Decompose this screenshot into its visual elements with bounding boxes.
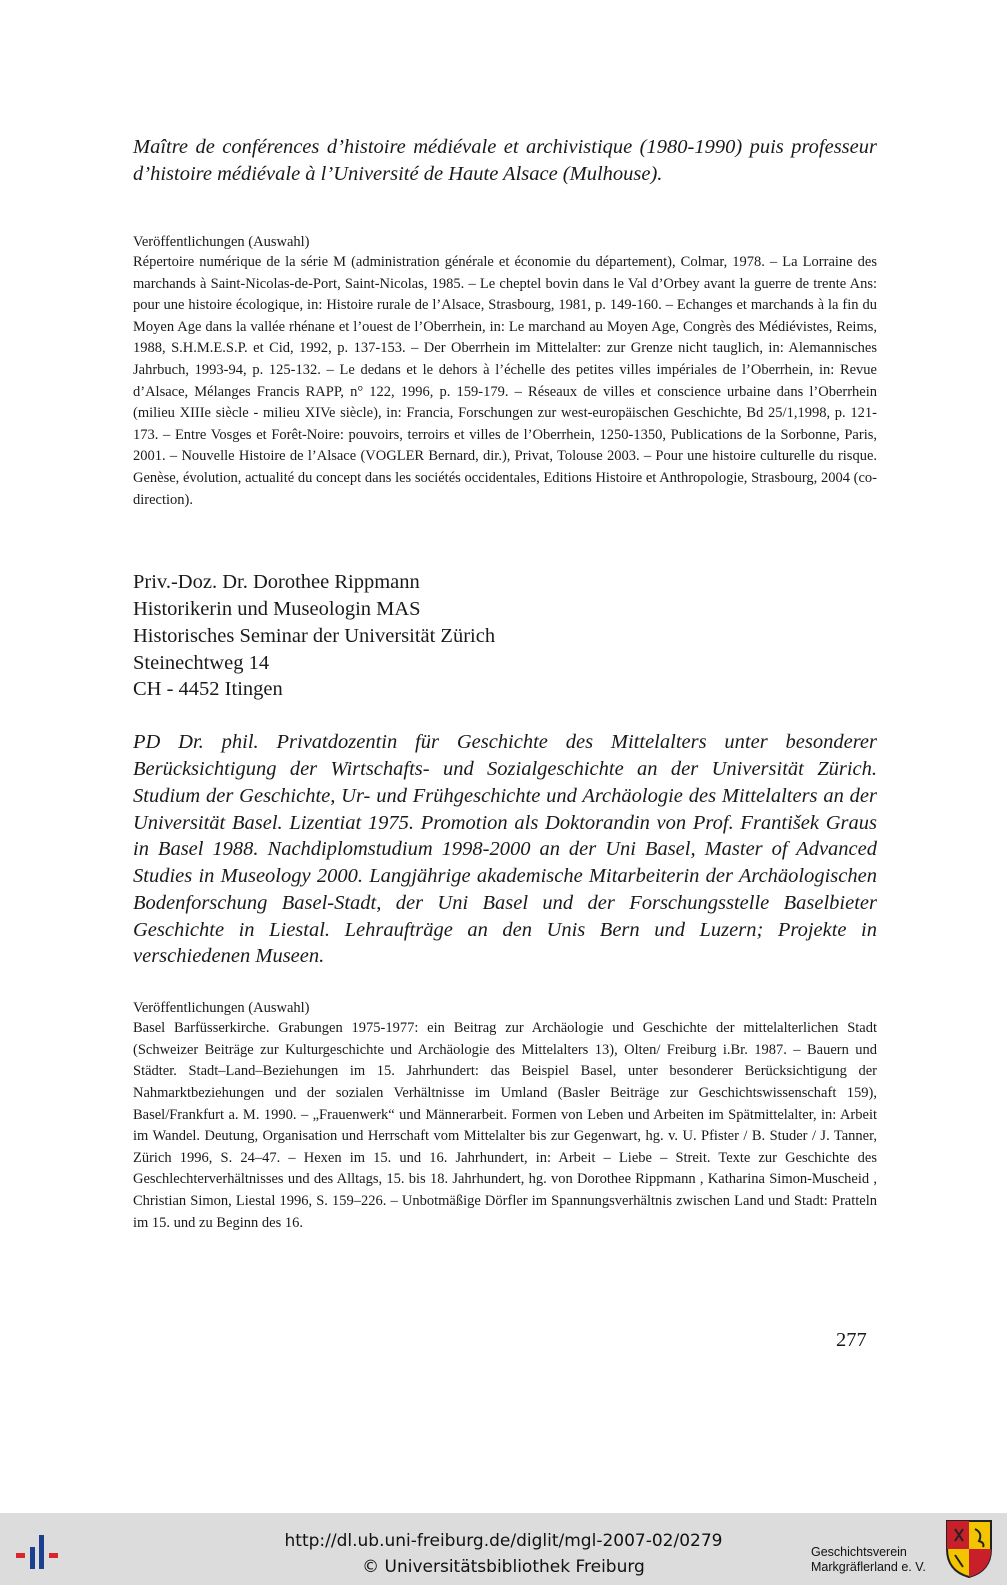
author-title: Historikerin und Museologin MAS [133, 597, 421, 620]
author-institution: Historisches Seminar der Universität Zürich [133, 624, 496, 647]
society-name-line1: Geschichtsverein [811, 1545, 907, 1559]
footer-bar [0, 1513, 1007, 1585]
author-city: CH - 4452 Itingen [133, 678, 283, 701]
society-name [811, 1545, 926, 1575]
publications-list-2: Basel Barfüsserkirche. Grabungen 1975-1977: ein Beitrag zur Archäologie und Geschichte der mittelalterlichen Stadt (Schweizer Beiträge zur Kulturgeschichte und Archäologie des Mittelalters 13), Olten/ Freiburg i.Br. 1987. – Bauern und Städter. Stadt–Land–Beziehungen im 15. Jahrhundert: das Beispiel Basel, unter besonderer Berücksichtigung der Nahmarktbeziehungen und der sozialen Verhältnisse im Umland (Basler Beiträge zur Geschichtswissenschaft 159), Basel/Frankfurt a. M. 1990. – „Frauenwerk“ und Männerarbeit. Formen von Leben und Arbeiten im Spätmittelalter, in: Arbeit im Wandel. Deutung, Organisation und Herrschaft vom Mittelalter bis zur Gegenwart, hg. v. U. Pfister / B. Studer / J. Tanner, Zürich 1996, S. 24–47. – Hexen im 15. und 16. Jahrhundert, in: Arbeit – Liebe – Streit. Texte zur Geschichte des Geschlechterverhältnisses und des Alltags, 15. bis 18. Jahrhundert, hg. von Dorothee Rippmann , Katharina Simon-Muscheid , Christian Simon, Liestal 1996, S. 159–226. – Unbotmäßige Dörfler im Spannungsverhältnis zwischen Land und Stadt: Pratteln im 15. und zu Beginn des 16. [133, 1020, 877, 1231]
bio-paragraph: PD Dr. phil. Privatdozentin für Geschichte des Mittelalters unter besonderer Berücksichtigung der Wirtschafts- und Sozialgeschichte an der Universität Zürich. Studium der Geschichte, Ur- und Frühgeschichte und Archäologie des Mittelalters an der Universität Basel. Lizentiat 1975. Promotion als Doktorandin von Prof. František Graus in Basel 1988. Nachdiplomstudium 1998-2000 an der Uni Basel, Master of Advanced Studies in Museology 2000. Langjährige akademische Mitarbeiterin der Archäologischen Bodenforschung Basel-Stadt, der Uni Basel und der Forschungsstelle Baselbieter Geschichte in Liestal. Lehraufträge an den Unis Bern und Luzern; Projekte in verschiedenen Museen. [133, 731, 877, 968]
footer-copyright: © Universitätsbibliothek Freiburg [362, 1557, 645, 1577]
address-block [133, 569, 877, 703]
publications-list-1: Répertoire numérique de la série M (administration générale et économie du département), Colmar, 1978. – La Lorraine des marchands à Saint-Nicolas-de-Port, Saint-Nicolas, 1985. – Le cheptel bovin dans le Val d’Orbey avant la guerre de trente Ans: pour une histoire écologique, in: Histoire rurale de l’Alsace, Strasbourg, 1981, p. 149-160. – Echanges et marchands à la fin du Moyen Age dans la vallée rhénane et l’ouest de l’Oberrhein, in: Le marchand au Moyen Age, Congrès des Médiévistes, Reims, 1988, S.H.M.E.S.P. et Cid, 1992, p. 137-153. – Der Oberrhein im Mittelalter: zur Grenze nicht tauglich, in: Alemannisches Jahrbuch, 1993-94, p. 125-132. – Le dedans et le dehors à l’échelle des petites villes impériales de l’Oberrhein, in: Revue d’Alsace, Mélanges Francis RAPP, n° 122, 1996, p. 159-179. – Réseaux de villes et conscience urbaine dans l’Oberrhein (milieu XIIIe siècle - milieu XIVe siècle), in: Francia, Forschungen zur west-europäischen Geschichte, Bd 25/1,1998, p. 121-173. – Entre Vosges et Forêt-Noire: pouvoirs, terroirs et villes de l’Oberrhein, 1250-1350, Publications de la Sorbonne, Paris, 2001. – Nouvelle Histoire de l’Alsace (VOGLER Bernard, dir.), Privat, Tolouse 2003. – Pour une histoire culturelle du risque. Genèse, évolution, actualité du concept dans les sociétés occidentales, Editions Histoire et Anthropologie, Strasbourg, 2004 (co-direction). [133, 254, 877, 508]
page-number: 277 [836, 1329, 867, 1351]
intro-paragraph: Maître de conférences d’histoire médiévale et archivistique (1980-1990) puis professeur d’histoire médiévale à l’Université de Haute Alsace (Mulhouse). [133, 136, 877, 185]
coat-of-arms-icon [945, 1519, 993, 1579]
publications-heading-1: Veröffentlichungen (Auswahl) [133, 234, 310, 250]
author-name: Priv.-Doz. Dr. Dorothee Rippmann [133, 571, 420, 594]
publications-heading-2: Veröffentlichungen (Auswahl) [133, 1000, 310, 1017]
footer-url-link[interactable]: http://dl.ub.uni-freiburg.de/diglit/mgl-2007-02/0279 [284, 1531, 723, 1551]
author-street: Steinechtweg 14 [133, 651, 270, 674]
page-content [133, 134, 877, 1234]
society-name-line2: Markgräflerland e. V. [811, 1560, 926, 1574]
